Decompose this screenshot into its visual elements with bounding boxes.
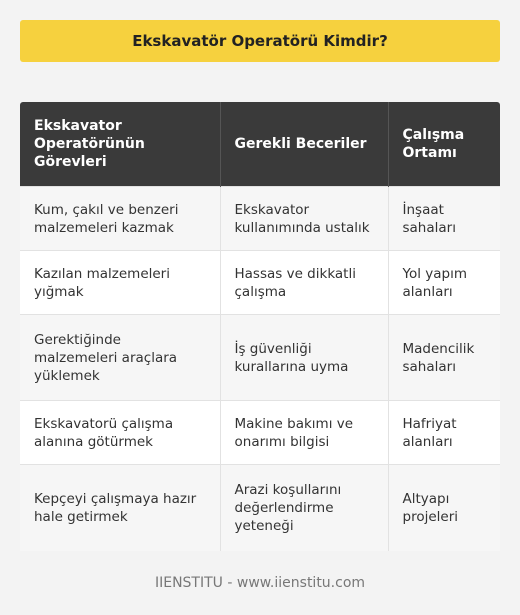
table-cell-environment: Hafriyat alanları (388, 401, 500, 465)
table-cell-skill: Ekskavator kullanımında ustalık (220, 187, 388, 251)
table-cell-duty: Kum, çakıl ve benzeri malzemeleri kazmak (20, 187, 220, 251)
header-skills: Gerekli Beceriler (220, 102, 388, 187)
table-cell-duty: Ekskavatorü çalışma alanına götürmek (20, 401, 220, 465)
page-title: Ekskavatör Operatörü Kimdir? (132, 32, 388, 50)
footer-credit: IIENSTITU - www.iienstitu.com (154, 575, 366, 591)
table-cell-duty: Gerektiğinde malzemeleri araçlara yüklemek (20, 315, 220, 401)
table-cell-environment: Altyapı projeleri (388, 465, 500, 551)
table-cell-environment: İnşaat sahaları (388, 187, 500, 251)
table-row (20, 315, 500, 401)
table-cell-environment: Madencilik sahaları (388, 315, 500, 401)
table-cell-skill: İş güvenliği kurallarına uyma (220, 315, 388, 401)
table-row (20, 251, 500, 315)
header-environment: Çalışma Ortamı (388, 102, 500, 187)
table-row (20, 187, 500, 251)
info-table (20, 102, 500, 551)
table-cell-skill: Hassas ve dikkatli çalışma (220, 251, 388, 315)
table-cell-environment: Yol yapım alanları (388, 251, 500, 315)
table-cell-duty: Kazılan malzemeleri yığmak (20, 251, 220, 315)
table-row (20, 401, 500, 465)
table-header-row (20, 102, 500, 187)
table-row (20, 465, 500, 551)
info-table-container (20, 102, 500, 551)
title-banner (20, 20, 500, 62)
table-cell-skill: Makine bakımı ve onarımı bilgisi (220, 401, 388, 465)
header-duties: Ekskavator Operatörünün Görevleri (20, 102, 220, 187)
table-cell-skill: Arazi koşullarını değerlendirme yeteneği (220, 465, 388, 551)
table-cell-duty: Kepçeyi çalışmaya hazır hale getirmek (20, 465, 220, 551)
